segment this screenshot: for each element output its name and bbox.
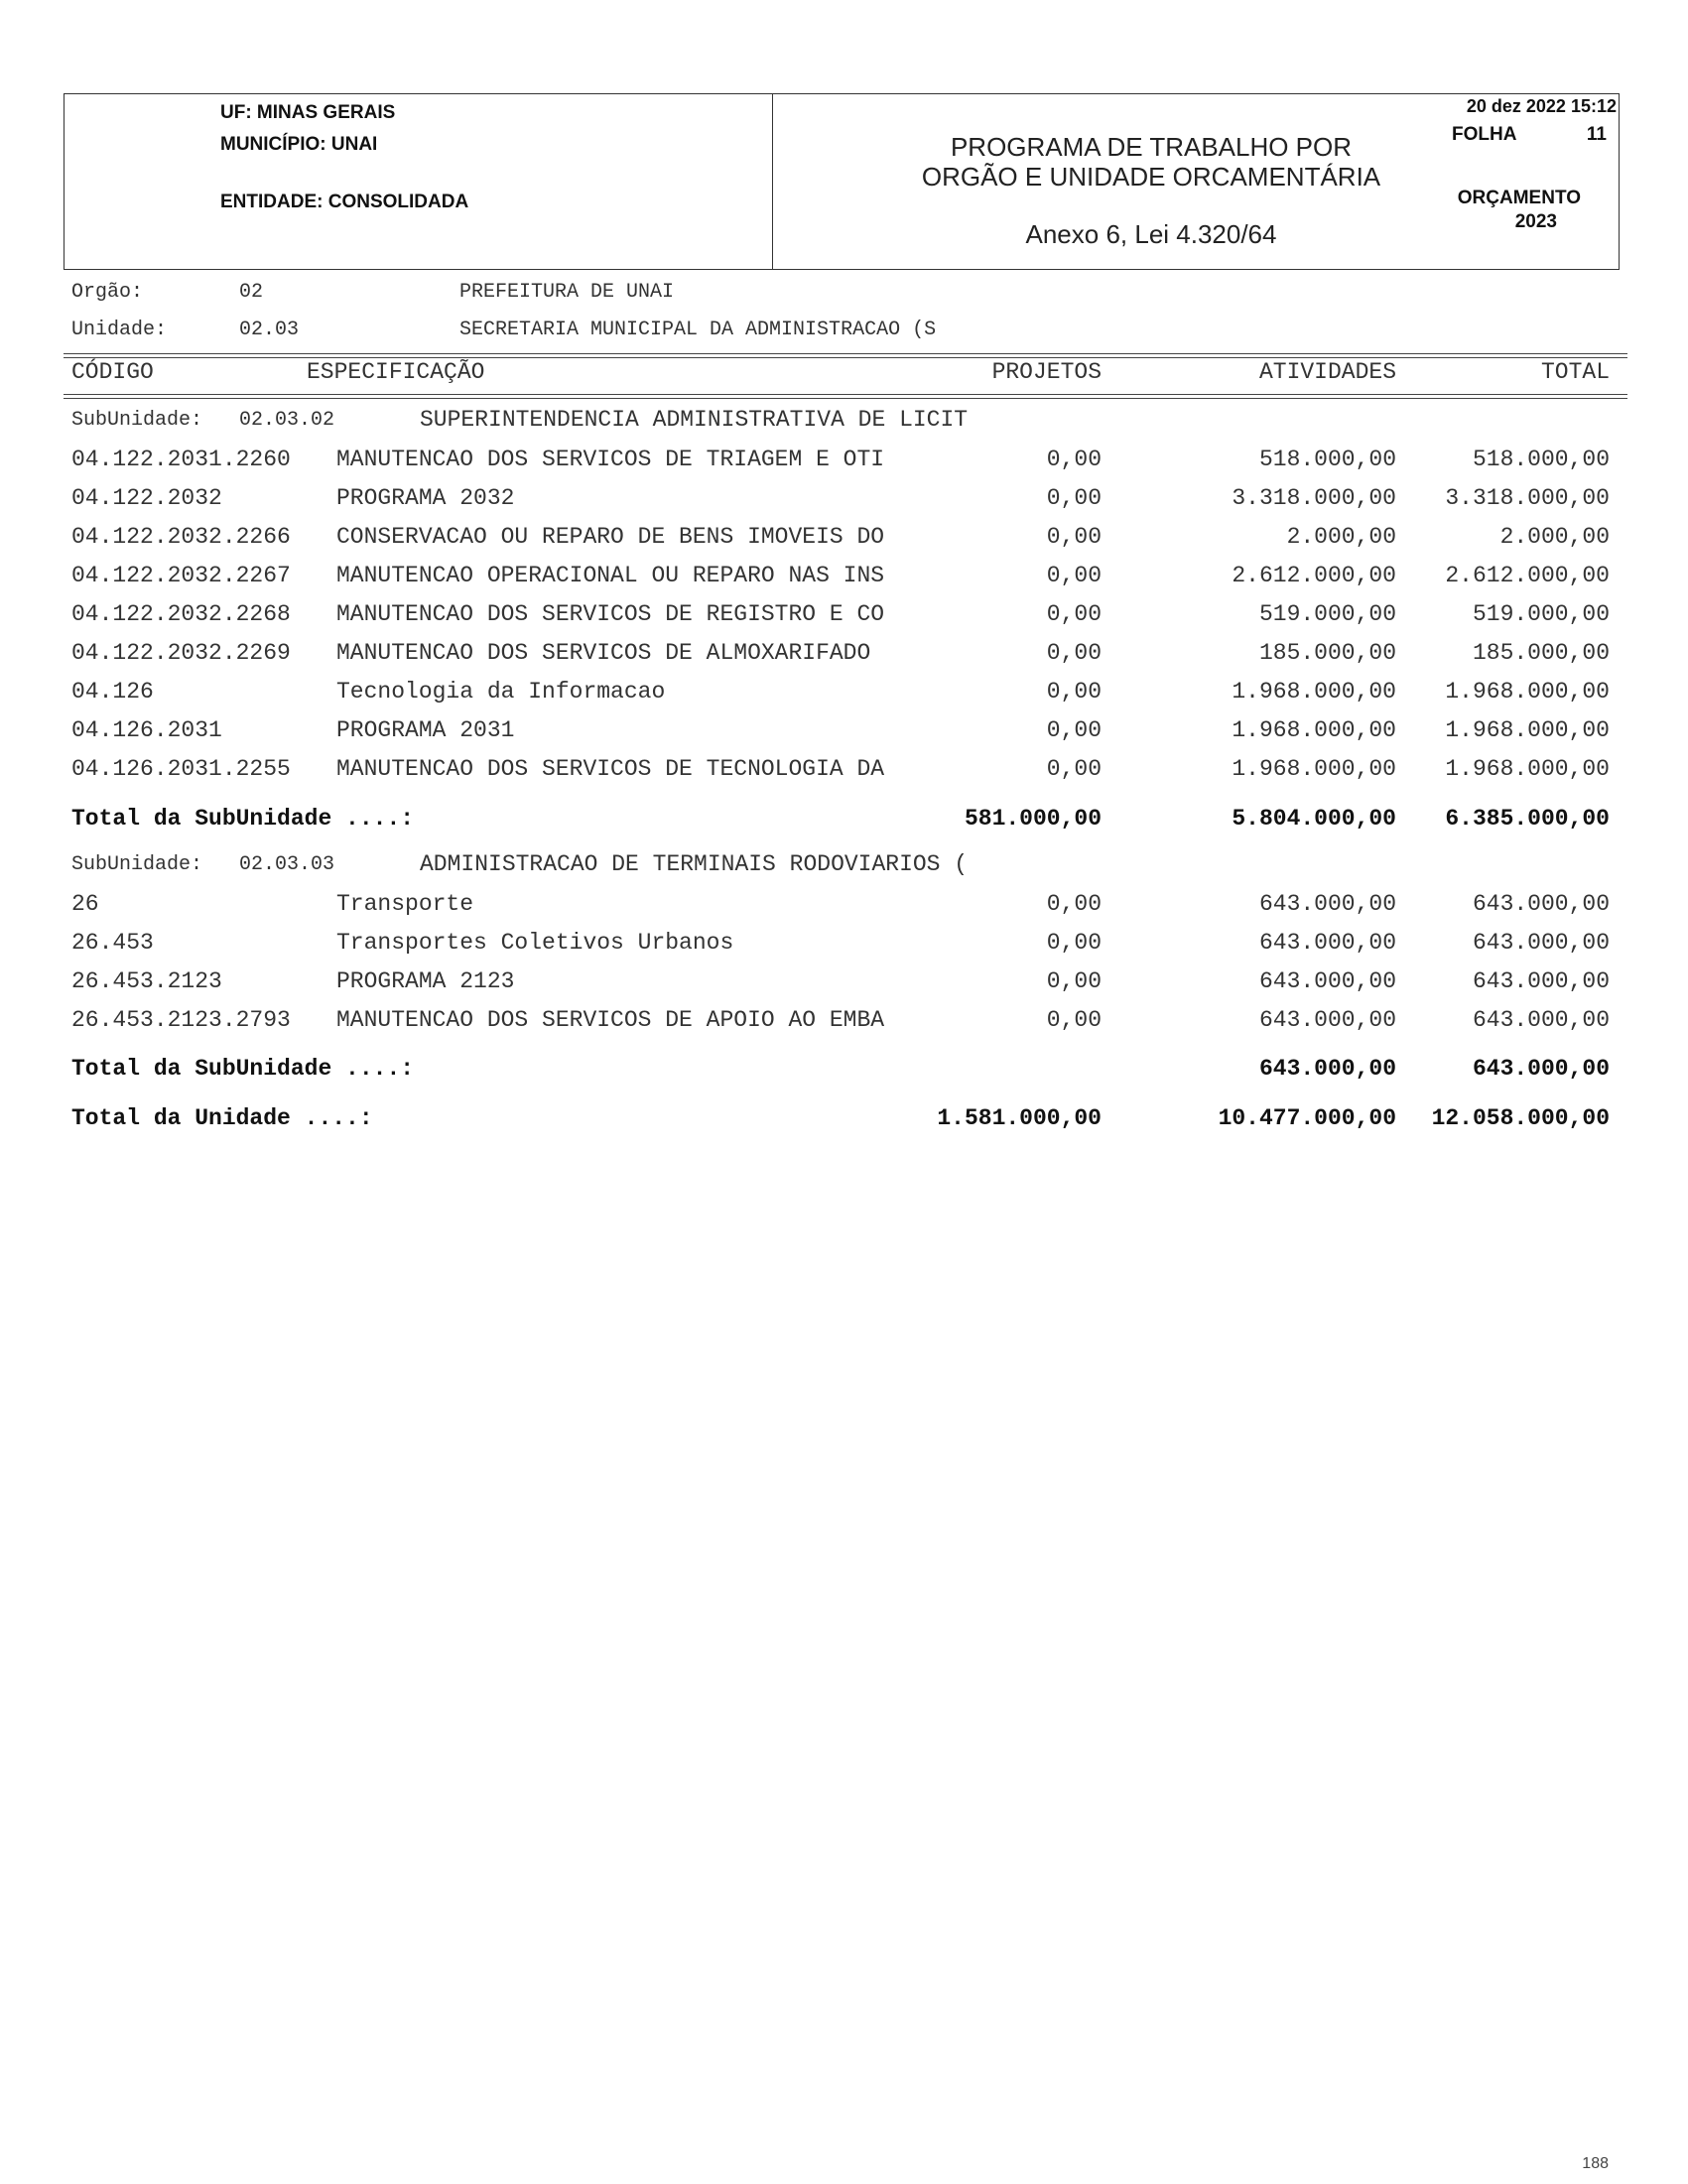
col-projetos: PROJETOS	[991, 359, 1102, 385]
row-total: 1.968.000,00	[1445, 679, 1610, 705]
row-spec: Transporte	[336, 891, 474, 917]
row-atividades: 643.000,00	[1258, 891, 1396, 917]
row-projetos: 0,00	[1046, 717, 1102, 743]
row-total: 643.000,00	[1472, 930, 1610, 956]
unidade-label: Unidade:	[71, 319, 168, 341]
row-projetos: 0,00	[1046, 640, 1102, 666]
page-number: 188	[1582, 2155, 1609, 2172]
row-total: 1.968.000,00	[1445, 756, 1610, 782]
subunidade-total-projetos: 581.000,00	[964, 806, 1102, 832]
row-atividades: 518.000,00	[1258, 447, 1396, 472]
row-atividades: 2.000,00	[1286, 524, 1396, 550]
unidade-name: SECRETARIA MUNICIPAL DA ADMINISTRACAO (S	[459, 319, 937, 341]
row-spec: MANUTENCAO DOS SERVICOS DE ALMOXARIFADO	[336, 640, 871, 666]
row-projetos: 0,00	[1046, 563, 1102, 588]
subunidade-total-total: 643.000,00	[1472, 1056, 1610, 1082]
row-code: 04.126.2031.2255	[71, 756, 291, 782]
col-total: TOTAL	[1540, 359, 1610, 385]
row-code: 04.122.2032.2269	[71, 640, 291, 666]
col-codigo: CÓDIGO	[71, 359, 154, 385]
row-spec: MANUTENCAO DOS SERVICOS DE APOIO AO EMBA	[336, 1007, 885, 1033]
row-atividades: 643.000,00	[1258, 968, 1396, 994]
row-total: 643.000,00	[1472, 1007, 1610, 1033]
subunidade-total-label: Total da SubUnidade ....:	[71, 806, 415, 832]
orcamento-label: ORÇAMENTO	[1457, 188, 1581, 208]
row-projetos: 0,00	[1046, 679, 1102, 705]
row-atividades: 519.000,00	[1258, 601, 1396, 627]
orgao-name: PREFEITURA DE UNAI	[459, 281, 675, 304]
row-code: 04.122.2032.2266	[71, 524, 291, 550]
orcamento-year: 2023	[1514, 211, 1557, 232]
anexo-label: Anexo 6, Lei 4.320/64	[1025, 219, 1277, 249]
row-projetos: 0,00	[1046, 756, 1102, 782]
row-atividades: 2.612.000,00	[1232, 563, 1396, 588]
col-especificacao: ESPECIFICAÇÃO	[307, 359, 485, 385]
row-code: 04.126	[71, 679, 154, 705]
subunidade-label: SubUnidade:	[71, 853, 203, 876]
municipio-label: MUNICÍPIO: UNAI	[220, 134, 378, 155]
row-code: 26.453.2123	[71, 968, 222, 994]
col-atividades: ATIVIDADES	[1258, 359, 1396, 385]
row-spec: CONSERVACAO OU REPARO DE BENS IMOVEIS DO	[336, 524, 885, 550]
orgao-code: 02	[239, 281, 264, 304]
uf-label: UF: MINAS GERAIS	[220, 102, 396, 123]
unidade-total-label: Total da Unidade ....:	[71, 1105, 373, 1131]
row-projetos: 0,00	[1046, 485, 1102, 511]
folha-label: FOLHA	[1452, 124, 1517, 145]
row-total: 643.000,00	[1472, 968, 1610, 994]
row-total: 518.000,00	[1472, 447, 1610, 472]
row-projetos: 0,00	[1046, 891, 1102, 917]
subunidade-total-atividades: 5.804.000,00	[1232, 806, 1396, 832]
row-code: 04.122.2032.2267	[71, 563, 291, 588]
column-header-bottom-rule	[64, 394, 1627, 399]
subunidade-code: 02.03.02	[239, 409, 335, 432]
row-total: 185.000,00	[1472, 640, 1610, 666]
row-total: 3.318.000,00	[1445, 485, 1610, 511]
row-spec: Transportes Coletivos Urbanos	[336, 930, 734, 956]
subunidade-total-atividades: 643.000,00	[1258, 1056, 1396, 1082]
row-code: 26.453.2123.2793	[71, 1007, 291, 1033]
unidade-total-atividades: 10.477.000,00	[1218, 1105, 1396, 1131]
subunidade-total-label: Total da SubUnidade ....:	[71, 1056, 415, 1082]
row-projetos: 0,00	[1046, 601, 1102, 627]
row-atividades: 1.968.000,00	[1232, 756, 1396, 782]
subunidade-code: 02.03.03	[239, 853, 335, 876]
row-atividades: 1.968.000,00	[1232, 717, 1396, 743]
row-code: 04.122.2032	[71, 485, 222, 511]
report-title-line2: ORGÃO E UNIDADE ORCAMENTÁRIA	[921, 162, 1381, 192]
row-spec: Tecnologia da Informacao	[336, 679, 666, 705]
header-divider	[772, 94, 773, 269]
unidade-total-projetos: 1.581.000,00	[937, 1105, 1102, 1131]
row-code: 04.122.2032.2268	[71, 601, 291, 627]
row-spec: PROGRAMA 2031	[336, 717, 515, 743]
row-code: 26.453	[71, 930, 154, 956]
row-atividades: 185.000,00	[1258, 640, 1396, 666]
row-spec: MANUTENCAO DOS SERVICOS DE TECNOLOGIA DA	[336, 756, 885, 782]
orgao-label: Orgão:	[71, 281, 144, 304]
row-total: 643.000,00	[1472, 891, 1610, 917]
row-code: 04.122.2031.2260	[71, 447, 291, 472]
row-total: 1.968.000,00	[1445, 717, 1610, 743]
row-atividades: 3.318.000,00	[1232, 485, 1396, 511]
row-spec: MANUTENCAO OPERACIONAL OU REPARO NAS INS	[336, 563, 885, 588]
row-projetos: 0,00	[1046, 930, 1102, 956]
row-spec: MANUTENCAO DOS SERVICOS DE TRIAGEM E OTI	[336, 447, 885, 472]
row-projetos: 0,00	[1046, 524, 1102, 550]
row-projetos: 0,00	[1046, 968, 1102, 994]
row-spec: MANUTENCAO DOS SERVICOS DE REGISTRO E CO	[336, 601, 885, 627]
subunidade-total-total: 6.385.000,00	[1445, 806, 1610, 832]
report-title-line1: PROGRAMA DE TRABALHO POR	[950, 132, 1353, 162]
subunidade-name: SUPERINTENDENCIA ADMINISTRATIVA DE LICIT	[420, 407, 969, 433]
entidade-label: ENTIDADE: CONSOLIDADA	[220, 192, 469, 212]
row-atividades: 643.000,00	[1258, 930, 1396, 956]
report-header	[64, 93, 1620, 270]
row-code: 04.126.2031	[71, 717, 222, 743]
row-total: 2.000,00	[1499, 524, 1610, 550]
unidade-code: 02.03	[239, 319, 300, 341]
row-spec: PROGRAMA 2123	[336, 968, 515, 994]
row-atividades: 643.000,00	[1258, 1007, 1396, 1033]
report-datetime: 20 dez 2022 15:12	[1466, 96, 1617, 116]
row-projetos: 0,00	[1046, 447, 1102, 472]
row-projetos: 0,00	[1046, 1007, 1102, 1033]
column-header-top-rule	[64, 353, 1627, 358]
row-code: 26	[71, 891, 99, 917]
row-total: 519.000,00	[1472, 601, 1610, 627]
folha-number: 11	[1586, 124, 1607, 145]
subunidade-label: SubUnidade:	[71, 409, 203, 432]
row-total: 2.612.000,00	[1445, 563, 1610, 588]
unidade-total-total: 12.058.000,00	[1431, 1105, 1610, 1131]
subunidade-name: ADMINISTRACAO DE TERMINAIS RODOVIARIOS (	[420, 851, 969, 877]
row-atividades: 1.968.000,00	[1232, 679, 1396, 705]
row-spec: PROGRAMA 2032	[336, 485, 515, 511]
